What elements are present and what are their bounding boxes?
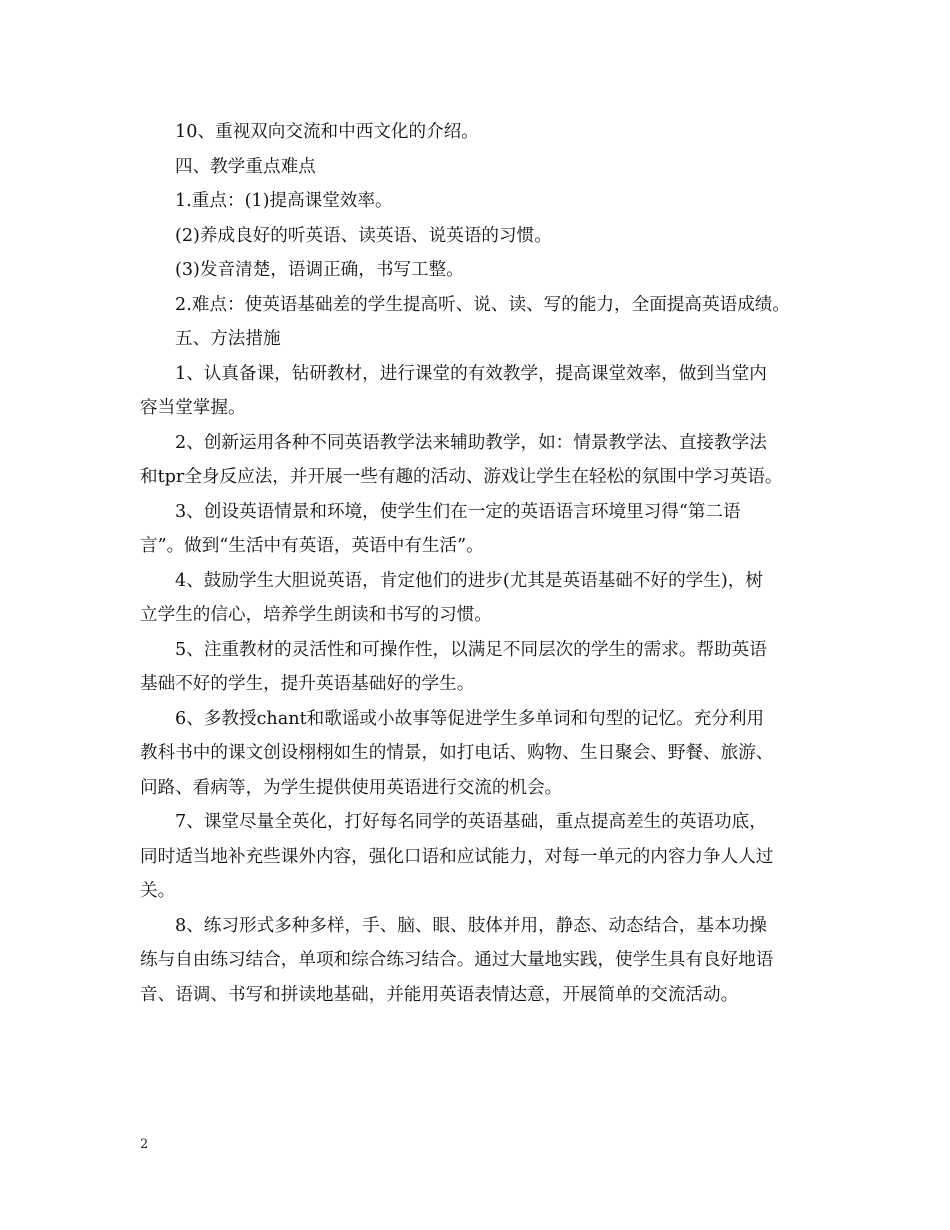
text-line: 关。 <box>140 881 176 901</box>
text-line: 立学生的信心，培养学生朗读和书写的习惯。 <box>140 605 492 625</box>
text-line: (2)养成良好的听英语、读英语、说英语的习惯。 <box>175 225 552 246</box>
text-line: 言”。做到“生活中有英语，英语中有生活”。 <box>140 536 484 556</box>
text-line: 2.难点：使英语基础差的学生提高听、说、读、写的能力，全面提高英语成绩。 <box>175 294 790 315</box>
section-heading: 四、教学重点难点 <box>175 156 316 177</box>
text-line: 8、练习形式多种多样，手、脑、眼、肢体并用，静态、动态结合，基本功操 <box>175 915 767 936</box>
text-line: 2、创新运用各种不同英语教学法来辅助教学，如：情景教学法、直接教学法 <box>175 432 767 453</box>
text-line: 练与自由练习结合，单项和综合练习结合。通过大量地实践，使学生具有良好地语 <box>140 950 774 970</box>
text-line: 1、认真备课，钻研教材，进行课堂的有效教学，提高课堂效率，做到当堂内 <box>175 363 767 384</box>
text-line: 基础不好的学生，提升英语基础好的学生。 <box>140 674 475 694</box>
text-line: 7、课堂尽量全英化，打好每名同学的英语基础，重点提高差生的英语功底， <box>175 812 767 832</box>
text-line: 6、多教授chant和歌谣或小故事等促进学生多单词和句型的记忆。充分利用 <box>175 708 765 729</box>
page-number: 2 <box>140 1137 149 1152</box>
text-line: 和tpr全身反应法，并开展一些有趣的活动、游戏让学生在轻松的氛围中学习英语。 <box>140 467 783 487</box>
text-line: 教科书中的课文创设栩栩如生的情景，如打电话、购物、生日聚会、野餐、旅游、 <box>140 743 774 763</box>
text-line: 3、创设英语情景和环境，使学生们在一定的英语语言环境里习得“第二语 <box>175 501 741 522</box>
section-heading: 五、方法措施 <box>175 329 281 349</box>
text-line: 音、语调、书写和拼读地基础，并能用英语表情达意，开展简单的交流活动。 <box>140 984 739 1005</box>
text-line: 5、注重教材的灵活性和可操作性，以满足不同层次的学生的需求。帮助英语 <box>175 639 767 660</box>
text-line: 1.重点：(1)提高课堂效率。 <box>175 191 393 211</box>
text-line: 10、重视双向交流和中西文化的介绍。 <box>175 122 479 142</box>
text-line: 4、鼓励学生大胆说英语，肯定他们的进步(尤其是英语基础不好的学生)，树 <box>175 570 763 591</box>
text-line: 问路、看病等，为学生提供使用英语进行交流的机会。 <box>140 777 563 798</box>
document-body <box>140 115 815 1012</box>
text-line: (3)发音清楚，语调正确，书写工整。 <box>175 260 464 280</box>
text-line: 容当堂掌握。 <box>140 398 246 418</box>
text-line: 同时适当地补充些课外内容，强化口语和应试能力，对每一单元的内容力争人人过 <box>140 846 774 867</box>
